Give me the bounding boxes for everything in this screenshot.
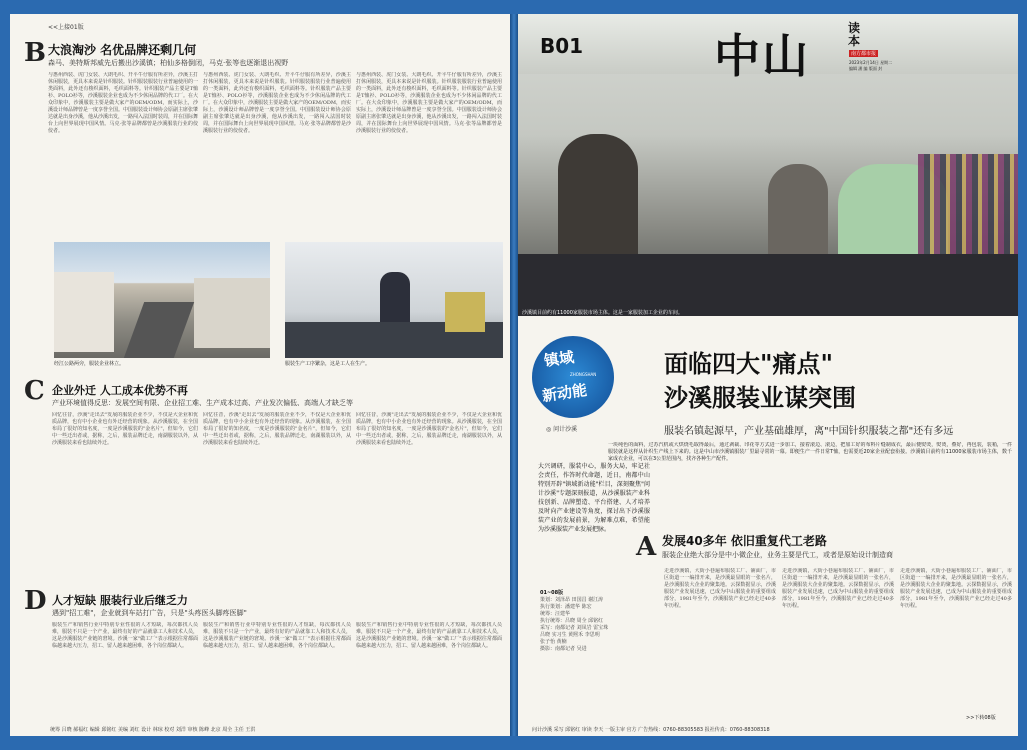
lead-paragraph: 一块纯色的面料，过苏汽机或大烘烧毛取得最后，通过剥裁、印花等方式进一步加工，接着滚边、滚边，把加工好的布料片缝制成衣，最后便熨烫，熨烫，叠好，再包装，装箱，一件服装就是这样从针织生产线上下来的。这是中山市沙溪镇服装厂里最寻常的一幕。即便生产一件日常T恤，也需要近20家企业配套衔接。沙溪镇目前约有11000家服装市场主体，数千家成衣企业，可以在3公里范围内，找齐各种生产配件。 (608, 442, 1012, 462)
right-page (518, 14, 1018, 736)
page-number: B01 (540, 34, 584, 58)
section-a-title: 发展40多年 依旧重复代工老路 (662, 534, 827, 548)
section-c-title: 企业外迁 人工成本优势不再 (52, 384, 188, 397)
headline-deck: 服装名镇起源早，产业基础雄厚，离"中国针织服装之都"还有多远 (664, 426, 954, 437)
section-a-body-col3: 走进沙溪镇，大街小巷遍布服装工厂、铺面厂，市区街道一一编排开来，是沙溪最显眼的一张名片，是沙溪服装大企业的聚集地。云探数据显示，沙溪服装产业发展迅速，已成为中山服装业的重要组成部分，1981年至今，沙溪服装产业已经走过40多年历程。 (900, 568, 1012, 609)
credits-line: 执行统筹：吕晓 周全 邱铭红 (540, 618, 604, 624)
credits-line: 统筹：汪建华 (540, 611, 571, 617)
credits-box (540, 590, 650, 653)
section-a-body-col2: 走进沙溪镇，大街小巷遍布服装工厂、铺面厂，市区街道一一编排开来，是沙溪最显眼的一张名片，是沙溪服装大企业的聚集地。云探数据显示，沙溪服装产业发展迅速，已成为中山服装业的重要组成部分，1981年至今，沙溪服装产业已经走过40多年历程。 (782, 568, 894, 609)
section-c-body-col3: 回忆往昔，沙溪"走出去"发展的服装企业不少，不仅是大企业和优质品牌，也有中小企业也有外迁经营的现象。从沙溪服装，在全国布局了很好的知名度，一度是沙溪服装的"金名片"，但如今，它们中一些迁出者或，据称，之后，服装品牌迁走，南湖服装以外，从沙溪服装来看也陆续外迁。 (356, 412, 502, 446)
continued-to-label: >>下转08版 (966, 715, 996, 721)
section-b-letter: B (24, 38, 46, 68)
continued-from-label: <<上接01版 (48, 24, 84, 31)
left-frame (0, 0, 10, 750)
editor-note: 大兴调研，服装中心，服务大局，牢记社会责任，作答时代命题，近日，南都中山特别开辟"镇域新动能"栏目，深刻聚焦"问计沙溪"专题深刻报道，从沙溪服装产业科技创新、品牌塑造、平台搭建、人才培养及时向产业建设等角度，探讨出下沙溪服装产业的发展前景，为解难点难，希望能为沙溪服装产业发展把脉。 (538, 463, 650, 533)
section-d-body-col1: 服装生产和销售行业中特别专业性很的人才短缺，每次都找人员难，服装不只是一个产业，最终有好的产品就靠工人和技术人员，这是沙溪服装产业链的窘境。沙溪一家"做工厂"表示根据往常都面临越来越大压力，招工、留人越来越困难，各个岗位都缺人。 (52, 622, 198, 649)
section-a-body-col1: 走进沙溪镇，大街小巷遍布服装工厂、铺面厂，市区街道一一编排开来，是沙溪最显眼的一张名片，是沙溪服装大企业的聚集地。云探数据显示，沙溪服装产业发展迅速，已成为中山服装业的重要组成部分，1981年至今，沙溪服装产业已经走过40多年历程。 (664, 568, 776, 609)
section-d-body-col2: 服装生产和销售行业中特别专业性很的人才短缺，每次都找人员难，服装不只是一个产业，最终有好的产品就靠工人和技术人员，这是沙溪服装产业链的窘境。沙溪一家"做工厂"表示根据往常都面临越来越大压力，招工、留人越来越困难，各个岗位都缺人。 (203, 622, 351, 649)
section-b-subtitle: 森马、美特斯邦威先后搬出沙溪镇；柏仙多格倒闭，马克·张等也逐渐退出视野 (48, 59, 289, 67)
masthead-editor: 编辑 潘 编 版面 封 (849, 66, 883, 71)
seal-text-2: 新动能 (541, 380, 589, 406)
section-c-body-col1: 回忆往昔，沙溪"走出去"发展的服装企业不少，不仅是大企业和优质品牌，也有中小企业也有外迁经营的现象。从沙溪服装，在全国布局了很好的知名度，一度是沙溪服装的"金名片"，但如今，它们中一些迁出者或，据称，之后，服装品牌迁走，南湖服装以外，从沙溪服装来看也陆续外迁。 (52, 412, 198, 446)
report-tag: ◎ 问计沙溪 (546, 426, 578, 433)
section-c-letter: C (24, 376, 45, 406)
section-d-subtitle: 遇到"招工难"，企业就到车站打广告，只是"头疼医头脚疼医脚" (52, 609, 247, 617)
headline-line-2: 沙溪服装业谋突围 (664, 383, 856, 412)
masthead-date: 2023年2月14日 星期二 (849, 60, 893, 65)
masthead-side: 读本 (848, 21, 861, 48)
workshop-photo-caption: 服装生产工序繁杂，这是工人在生产。 (285, 361, 371, 367)
credits-line: 采写：南都记者 刘凤岩 雷宝珠 (540, 625, 609, 631)
credits-line: 执行策划：潘建华 陈宏 (540, 604, 592, 610)
section-d-title: 人才短缺 服装行业后继乏力 (52, 594, 188, 607)
right-footer: 问计沙溪 采写 邱铭红 审读 李天 一版主审 官方 广告热线：0760-88305583 报社传真：0760-88308318 (532, 727, 770, 733)
page-gutter (510, 14, 518, 736)
section-a-letter: A (636, 532, 657, 562)
credits-line: 摄影：南都记者 吴进 (540, 646, 587, 652)
masthead-title: 中山 (714, 29, 810, 83)
section-d-body-col3: 服装生产和销售行业中特别专业性很的人才短缺，每次都找人员难，服装不只是一个产业，最终有好的产品就靠工人和技术人员，这是沙溪服装产业链的窘境。沙溪一家"做工厂"表示根据往常都面临越来越大压力，招工、留人越来越困难，各个岗位都缺人。 (356, 622, 502, 649)
section-d-letter: D (24, 586, 47, 616)
top-frame (0, 0, 1027, 14)
street-photo (54, 242, 270, 358)
credits-line: 吕晓 实习生 黄熙禾 李思明 (540, 632, 600, 638)
seal-small: ZHONGSHAN (570, 372, 597, 377)
section-c-subtitle: 产业环境值得反思：发展空间有限、企业招工难、生产成本过高、产业发次偏低、高端人才缺乏等 (52, 399, 353, 407)
left-page (10, 14, 510, 736)
section-b-body-col3: 与惠州西装、虎门女装、大朗毛织、开平牛仔服有所差异，沙溪主打休闲服装，更具本来说是针织服装。针织服装服装行业普遍使用的一类面料，此外还有梭织面料，毛织面料等。针织服装产品主要是T恤衫、POLO衫等，沙溪服装企业也成为不少休闲品牌的代工厂。在大众印象中，沙溪服装主要是做大家产的OEM/ODM，而实际上，沙溪设计师品牌曾是一度享誉全国。中国服装设计师协会原副主席张肇达就是出身沙溪，他从沙溪出发，一路闯入法国时装周，并在国际舞台上向世界展现中国风情。马克·张等品牌都曾是沙溪服装行业的佼佼者。 (356, 72, 502, 134)
credits-line: 策划：刘泽昂 田国昌 谢江涛 (540, 597, 604, 603)
section-b-body-col2: 与惠州西装、虎门女装、大朗毛织、开平牛仔服有所差异，沙溪主打休闲服装，更具本来说是针织服装。针织服装服装行业普遍使用的一类面料，此外还有梭织面料，毛织面料等。针织服装产品主要是T恤衫、POLO衫等，沙溪服装企业也成为不少休闲品牌的代工厂。在大众印象中，沙溪服装主要是做大家产的OEM/ODM，而实际上，沙溪设计师品牌曾是一度享誉全国。中国服装设计师协会原副主席张肇达就是出身沙溪，他从沙溪出发，一路闯入法国时装周，并在国际舞台上向世界展现中国风情。马克·张等品牌都曾是沙溪服装行业的佼佼者。 (203, 72, 351, 134)
section-b-body-col1: 与惠州西装、虎门女装、大朗毛织、开平牛仔服有所差异，沙溪主打休闲服装，更具本来说是针织服装。针织服装服装行业普遍使用的一类面料，此外还有梭织面料，毛织面料等。针织服装产品主要是T恤衫、POLO衫等，沙溪服装企业也成为不少休闲品牌的代工厂。在大众印象中，沙溪服装主要是做大家产的OEM/ODM，而实际上，沙溪设计师品牌曾是一度享誉全国。中国服装设计师协会原副主席张肇达就是出身沙溪，他从沙溪出发，一路闯入法国时装周，并在国际舞台上向世界展现中国风情。马克·张等品牌都曾是沙溪服装行业的佼佼者。 (48, 72, 198, 134)
credits-pages: 01~08版 (540, 590, 564, 596)
street-photo-caption: 经江公路两旁，服装企业林立。 (54, 361, 125, 367)
section-b-title: 大浪淘沙 名优品牌还剩几何 (48, 43, 197, 57)
headline-line-1: 面临四大"痛点" (664, 349, 834, 378)
seal-text-1: 镇域 (542, 347, 576, 370)
section-c-body-col2: 回忆往昔，沙溪"走出去"发展的服装企业不少，不仅是大企业和优质品牌，也有中小企业也有外迁经营的现象。从沙溪服装，在全国布局了很好的知名度，一度是沙溪服装的"金名片"，但如今，它们中一些迁出者或，据称，之后，服装品牌迁走，南湖服装以外，从沙溪服装来看也陆续外迁。 (203, 412, 351, 446)
credits-line: 张子怡 黄楠 (540, 639, 567, 645)
workshop-photo (285, 242, 503, 358)
factory-photo-caption: 沙溪镇目前约有11000家服装市场主体。这是一家服装加工企业的车间。 (522, 310, 683, 316)
left-footer: 统筹 吕晓 郝福红 编辑 邱铭红 美编 刘红 设计 林琼 校对 刘洋 审核 陈峰 北京 周全 主任 王洪 (50, 727, 256, 733)
section-a-subtitle: 服装企业绝大部分是中小微企业，业务主要是代工，或者是原始设计制造商 (662, 551, 893, 559)
bottom-frame (0, 736, 1027, 750)
column-seal (532, 336, 614, 418)
masthead-brand: 南方都市报 (851, 51, 877, 57)
right-frame (1018, 0, 1027, 750)
